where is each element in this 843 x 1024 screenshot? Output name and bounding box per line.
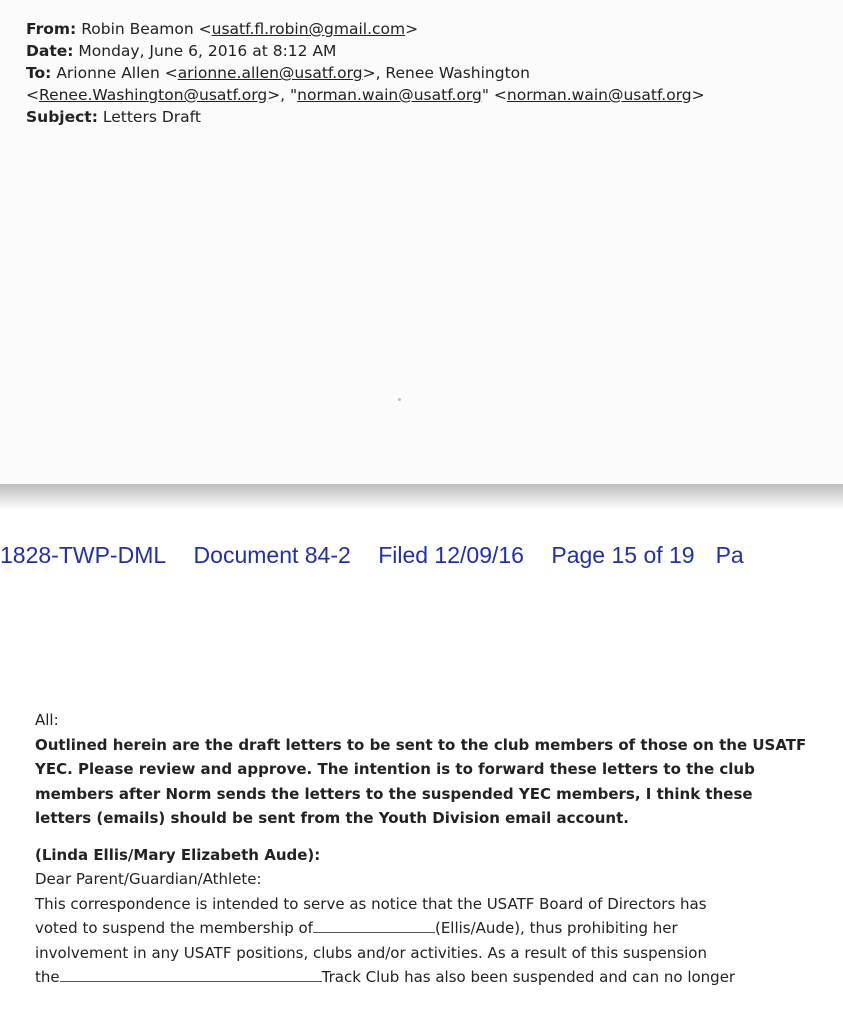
to-after-3: " < bbox=[481, 86, 507, 104]
body-line-2-pre: voted to suspend the membership of bbox=[35, 919, 313, 937]
date-value: Monday, June 6, 2016 at 8:12 AM bbox=[78, 42, 337, 60]
subject-row bbox=[26, 106, 836, 128]
letter-body bbox=[35, 708, 835, 990]
stamp-filed: Filed 12/09/16 bbox=[378, 542, 524, 568]
body-line-3: involvement in any USATF positions, clubs and/or activities. As a result of this suspension bbox=[35, 943, 707, 962]
from-label: From: bbox=[26, 20, 77, 38]
salutation: All: bbox=[35, 711, 59, 729]
to-email-link-1[interactable]: arionne.allen@usatf.org bbox=[177, 64, 363, 82]
page-divider bbox=[0, 484, 843, 510]
stamp-page: Page 15 of 19 bbox=[551, 542, 695, 568]
body-line-4-post: Track Club has also been suspended and can no longer bbox=[321, 968, 736, 986]
section-title: (Linda Ellis/Mary Elizabeth Aude): bbox=[35, 845, 321, 864]
intro-line-4: letters (emails) should be sent from the Youth Division email account. bbox=[35, 809, 629, 827]
stamp-trail: Pa bbox=[715, 542, 744, 568]
to-row-continued bbox=[26, 84, 836, 106]
document-page-bottom bbox=[0, 510, 843, 1024]
to-email-link-3[interactable]: norman.wain@usatf.org bbox=[297, 86, 482, 104]
date-row bbox=[26, 40, 836, 62]
from-email-link[interactable]: usatf.fl.robin@gmail.com bbox=[211, 20, 406, 38]
to-open-2: < bbox=[26, 86, 39, 104]
to-label: To: bbox=[26, 64, 52, 82]
to-after-1: >, Renee Washington bbox=[362, 64, 530, 82]
intro-line-3: members after Norm sends the letters to the suspended YEC members, I think these bbox=[35, 784, 753, 803]
from-name: Robin Beamon < bbox=[81, 20, 212, 38]
club-blank bbox=[60, 967, 322, 982]
from-close: > bbox=[405, 20, 419, 38]
body-line-2-post: (Ellis/Aude), thus prohibiting her bbox=[434, 919, 678, 937]
stamp-case-number: 1828-TWP-DML bbox=[0, 542, 167, 568]
court-filing-stamp bbox=[0, 542, 765, 569]
to-after-2: >, " bbox=[267, 86, 298, 104]
to-email-link-2[interactable]: Renee.Washington@usatf.org bbox=[39, 86, 268, 104]
to-email-link-4[interactable]: norman.wain@usatf.org bbox=[506, 86, 692, 104]
name-blank bbox=[313, 918, 435, 933]
intro-line-2: YEC. Please review and approve. The intention is to forward these letters to the club bbox=[35, 760, 755, 778]
from-row bbox=[26, 18, 836, 40]
dear-line: Dear Parent/Guardian/Athlete: bbox=[35, 870, 262, 888]
scan-speck bbox=[398, 398, 401, 401]
to-name-1: Arionne Allen < bbox=[56, 64, 178, 82]
subject-value: Letters Draft bbox=[102, 108, 201, 126]
email-header bbox=[26, 18, 836, 128]
stamp-document: Document 84-2 bbox=[193, 542, 351, 568]
paragraph-spacer bbox=[35, 831, 835, 843]
intro-line-1: Outlined herein are the draft letters to be sent to the club members of those on the USATF bbox=[35, 735, 807, 754]
body-line-2 bbox=[35, 916, 835, 941]
subject-label: Subject: bbox=[26, 108, 98, 126]
to-row bbox=[26, 62, 836, 84]
to-close-4: > bbox=[691, 86, 705, 104]
email-page-top bbox=[0, 0, 843, 484]
date-label: Date: bbox=[26, 42, 74, 60]
body-line-4 bbox=[35, 965, 835, 990]
body-line-1: This correspondence is intended to serve as notice that the USATF Board of Directors has bbox=[35, 894, 707, 913]
body-line-4-pre: the bbox=[35, 968, 60, 986]
